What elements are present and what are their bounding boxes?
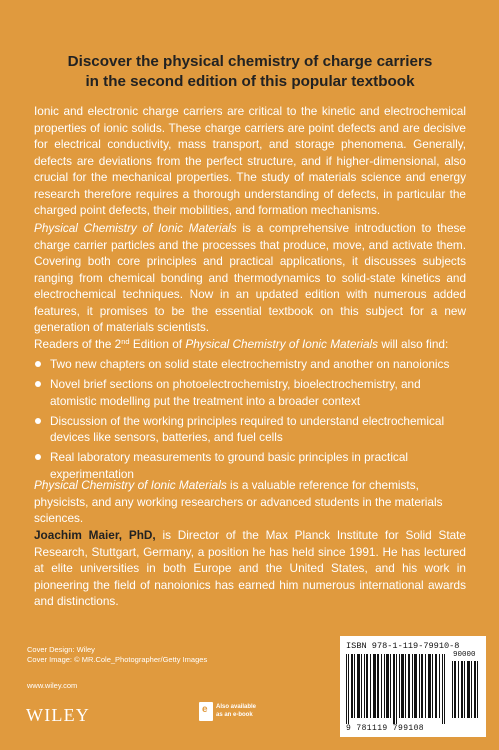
readers-paragraph: [34, 336, 466, 353]
feature-list: [34, 356, 466, 486]
intro-paragraph: [34, 103, 466, 219]
readers-ordinal: nd: [121, 337, 130, 346]
cover-credits: [27, 645, 207, 665]
cover-image-credit: Cover Image: © MR.Cole_Photographer/Getty Images: [27, 655, 208, 664]
book-title: Physical Chemistry of Ionic Materials: [185, 337, 379, 351]
headline-line-2: in the second edition of this popular textbook: [85, 73, 415, 90]
ebook-label-line-1: Also available: [216, 704, 257, 710]
barcode-box: [340, 636, 486, 737]
readers-middle: Edition of: [129, 337, 186, 351]
publisher-logo: WILEY: [26, 705, 90, 725]
feature-list-item: Real laboratory measurements to ground basic principles in practical experimentation: [34, 449, 466, 482]
ebook-badge: [199, 702, 256, 721]
readers-prefix: Readers of the 2: [34, 337, 122, 351]
price-barcode-icon: [452, 661, 480, 718]
headline: [20, 52, 480, 92]
feature-list-item: Two new chapters on solid state electrochemistry and another on nanoionics: [34, 356, 466, 373]
reference-text: [34, 477, 466, 527]
author-paragraph: [34, 527, 466, 610]
readers-suffix: will also find:: [378, 337, 449, 351]
barcode-number: 9 781119 799108: [346, 724, 425, 733]
barcode-icon: [346, 654, 448, 724]
author-bio: is Director of the Max Planck Institute for Solid State Research, Stuttgart, Germany, a position he has held since 1991. He has lectured at elite universities in both Europe and the United States, and his work in pioneering the field of nanoionics has earned him numerous international awards and distinctions.: [34, 528, 466, 608]
description-paragraph: [34, 220, 466, 336]
ebook-icon: [199, 702, 213, 721]
reference-body: is a valuable reference for chemists, physicists, and any working researchers or advanced students in the materials sciences.: [34, 478, 443, 525]
feature-list-item: Novel brief sections on photoelectrochemistry, bioelectrochemistry, and atomistic modelling put the treatment into a broader context: [34, 376, 466, 409]
description-body: is a comprehensive introduction to these charge carrier particles and the processes that produce, move, and activate them. Covering both core principles and practical applications, it discusses subjects ranging from chemical bonding and thermodynamics to solid-state kinetics and electrochemical techniques. Now in an updated edition with numerous added features, it promises to be the essential textbook on this subject for a new generation of materials scientists.: [34, 221, 466, 334]
intro-text: Ionic and electronic charge carriers are critical to the kinetic and electrochemical properties of ionic solids. These charge carriers are point defects and are decisive for electrical conductivity, mass transport, and storage phenomena. Generally, defects are deviations from the perfect structure, and if higher-dimensional, also crucial for the mechanical properties. The study of materials science and energy research therefore requires a thorough understanding of defects, in particular the charged point defects, their mobilities, and formation mechanisms.: [34, 104, 466, 217]
readers-text: [34, 336, 466, 353]
headline-line-1: Discover the physical chemistry of charge carriers: [67, 53, 433, 70]
cover-design-credit: Cover Design: Wiley: [27, 645, 95, 654]
ebook-label-line-2: as an e-book: [216, 711, 253, 718]
book-title: Physical Chemistry of Ionic Materials: [34, 478, 227, 492]
ebook-label: [216, 704, 256, 719]
reference-paragraph: [34, 477, 466, 527]
book-title: Physical Chemistry of Ionic Materials: [34, 221, 237, 235]
feature-list-item: Discussion of the working principles required to understand electrochemical devices like sensors, batteries, and fuel cells: [34, 413, 466, 446]
isbn-label: ISBN 978-1-119-79910-8: [346, 641, 460, 651]
author-name: Joachim Maier, PhD,: [34, 528, 156, 542]
publisher-website: www.wiley.com: [27, 681, 78, 690]
author-text: [34, 527, 466, 610]
description-text: [34, 220, 466, 336]
price-code: 90000: [453, 651, 476, 659]
